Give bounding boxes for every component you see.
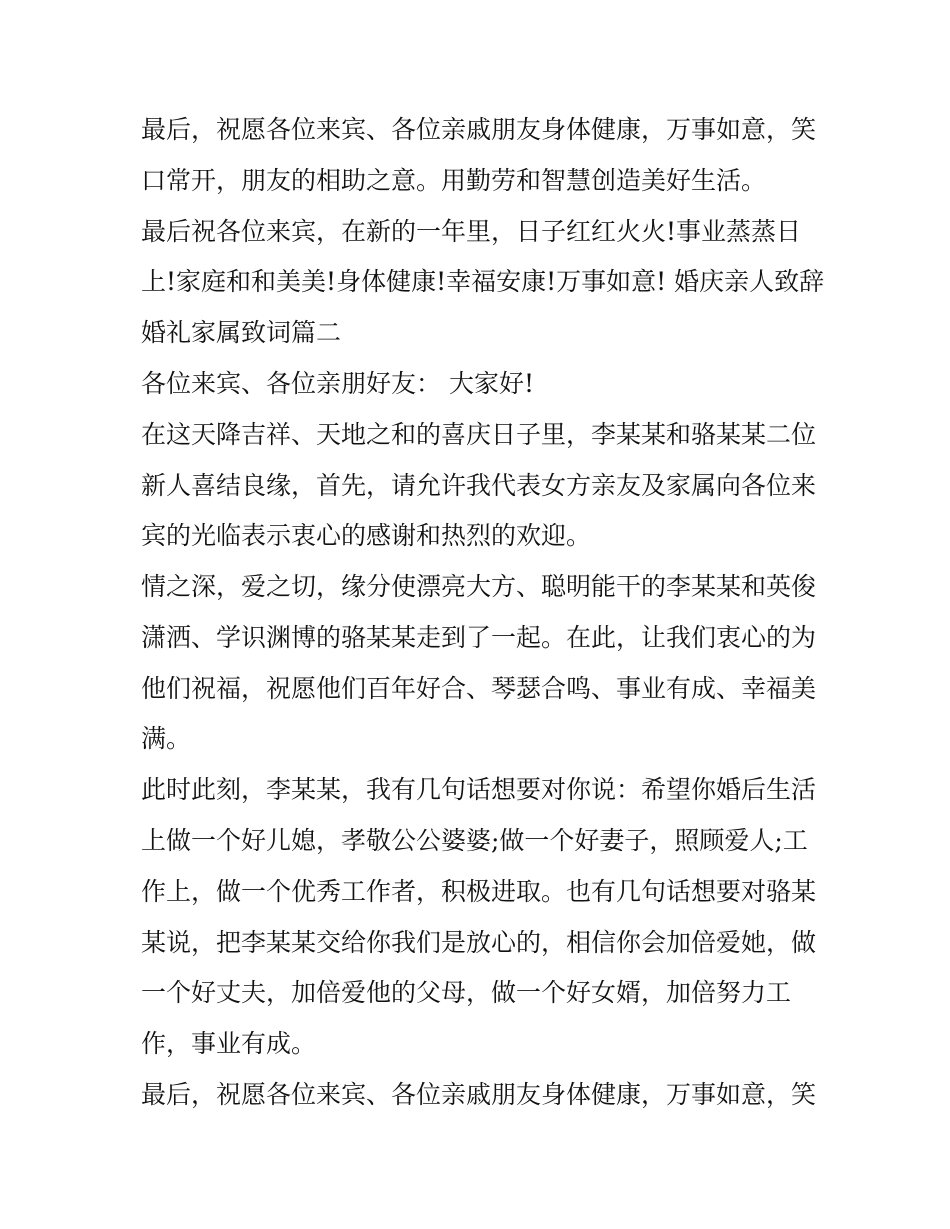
salutation-line: 各位来宾、各位亲朋好友： 大家好! [141, 369, 534, 398]
text-line: 上做一个好儿媳，孝敬公公婆婆;做一个好妻子，照顾爱人;工 [141, 826, 808, 855]
text-line: 最后祝各位来宾，在新的一年里，日子红红火火!事业蒸蒸日 [141, 217, 802, 246]
text-line: 在这天降吉祥、天地之和的喜庆日子里，李某某和骆某某二位 [141, 420, 817, 449]
text-line: 一个好丈夫，加倍爱他的父母，做一个好女婿，加倍努力工 [141, 978, 792, 1007]
text-line: 潇洒、学识渊博的骆某某走到了一起。在此，让我们衷心的为 [141, 623, 817, 652]
text-line: 情之深，爱之切，缘分使漂亮大方、聪明能干的李某某和英俊 [141, 572, 817, 601]
text-line: 宾的光临表示衷心的感谢和热烈的欢迎。 [141, 521, 592, 550]
text-line: 口常开，朋友的相助之意。用勤劳和智慧创造美好生活。 [141, 166, 767, 195]
text-line: 最后，祝愿各位来宾、各位亲戚朋友身体健康，万事如意，笑 [141, 1080, 817, 1109]
section-heading: 婚礼家属致词篇二 [141, 318, 342, 347]
text-line: 作，事业有成。 [141, 1029, 317, 1058]
text-line: 新人喜结良缘，首先，请允许我代表女方亲友及家属向各位来 [141, 471, 817, 500]
text-line: 上!家庭和和美美!身体健康!幸福安康!万事如意! 婚庆亲人致辞 [141, 267, 825, 296]
text-line: 他们祝福，祝愿他们百年好合、琴瑟合鸣、事业有成、幸福美 [141, 674, 817, 703]
text-line: 作上，做一个优秀工作者，积极进取。也有几句话想要对骆某 [141, 877, 817, 906]
text-line: 满。 [141, 724, 192, 753]
text-line: 某说，把李某某交给你我们是放心的，相信你会加倍爱她，做 [141, 928, 817, 957]
text-line: 此时此刻，李某某，我有几句话想要对你说：希望你婚后生活 [141, 775, 817, 804]
text-line: 最后，祝愿各位来宾、各位亲戚朋友身体健康，万事如意，笑 [141, 115, 817, 144]
